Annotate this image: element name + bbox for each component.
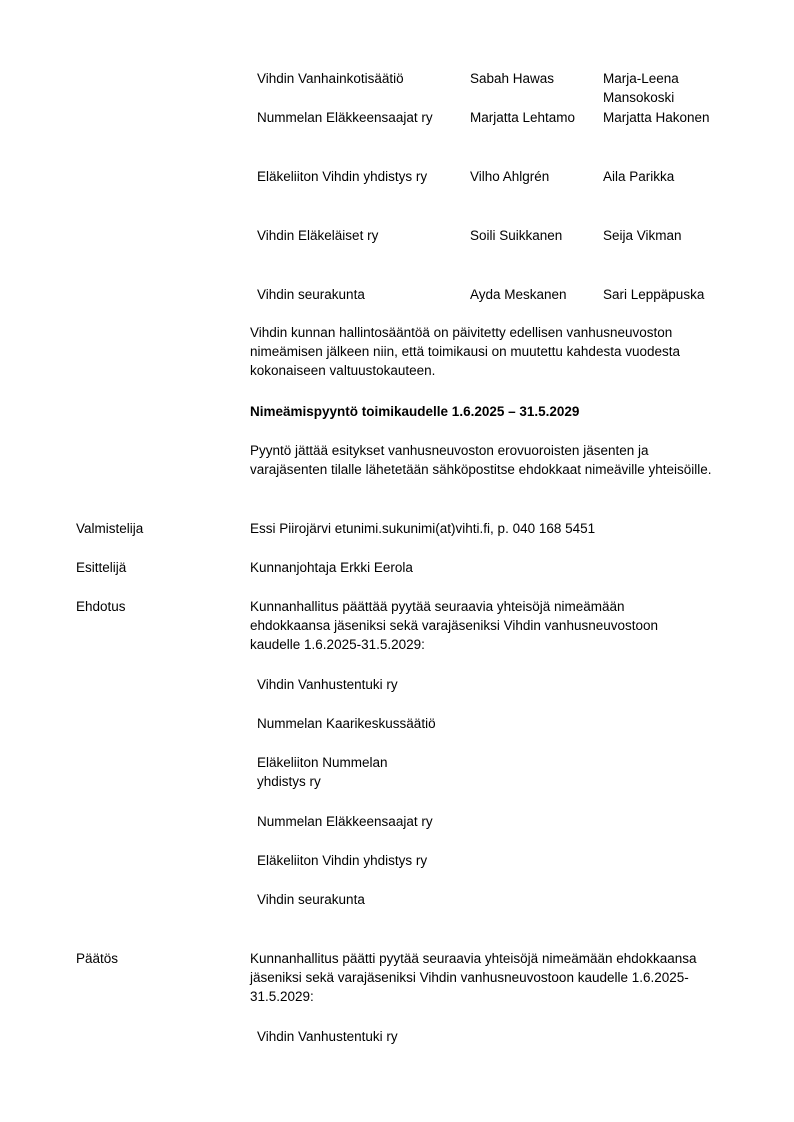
table-row-member: Ayda Meskanen bbox=[470, 287, 567, 302]
table-row-member: Soili Suikkanen bbox=[470, 228, 563, 243]
table-row-org: Vihdin Eläkeläiset ry bbox=[257, 228, 379, 243]
proposal-label: Ehdotus bbox=[76, 599, 126, 614]
decision-text: Kunnanhallitus päätti pyytää seuraavia yhteisöjä nimeämään ehdokkaansa jäseniksi sekä varajäseniksi Vihdin vanhusneuvostoon kaudelle 1.6.2025-31.5.2029: bbox=[250, 951, 697, 1004]
table-row-deputy: Seija Vikman bbox=[603, 228, 682, 243]
presenter-label: Esittelijä bbox=[76, 560, 127, 575]
table-row-deputy: Marja-Leena Mansokoski bbox=[603, 71, 679, 105]
proposal-text: Kunnanhallitus päättää pyytää seuraavia yhteisöjä nimeämään ehdokkaansa jäseniksi sekä varajäseniksi Vihdin vanhusneuvostoon kaudelle 1.6.2025-31.5.2029: bbox=[250, 599, 659, 652]
table-row-member: Sabah Hawas bbox=[470, 71, 555, 86]
list-item: Vihdin seurakunta bbox=[257, 892, 365, 907]
table-row-org: Vihdin Vanhainkotisäätiö bbox=[257, 71, 404, 86]
request-heading: Nimeämispyyntö toimikaudelle 1.6.2025 – 31.5.2029 bbox=[250, 404, 580, 419]
list-item: Vihdin Vanhustentuki ry bbox=[257, 1029, 398, 1044]
list-item: Eläkeliiton Vihdin yhdistys ry bbox=[257, 853, 428, 868]
preparer-value: Essi Piirojärvi etunimi.sukunimi(at)vihti.fi, p. 040 168 5451 bbox=[250, 521, 596, 536]
list-item: Vihdin Vanhustentuki ry bbox=[257, 677, 398, 692]
decision-label: Päätös bbox=[76, 951, 119, 966]
table-row-org: Eläkeliiton Vihdin yhdistys ry bbox=[257, 169, 428, 184]
intro-paragraph: Vihdin kunnan hallintosääntöä on päivitetty edellisen vanhusneuvoston nimeämisen jälkeen niin, että toimikausi on muutettu kahdesta vuodesta kokonaiseen valtuustokauteen. bbox=[250, 325, 680, 378]
table-row-member: Marjatta Lehtamo bbox=[470, 110, 576, 125]
list-item: Nummelan Eläkkeensaajat ry bbox=[257, 814, 433, 829]
table-row-org: Vihdin seurakunta bbox=[257, 287, 365, 302]
table-row-deputy: Sari Leppäpuska bbox=[603, 287, 705, 302]
table-row-deputy: Marjatta Hakonen bbox=[603, 110, 710, 125]
preparer-label: Valmistelija bbox=[76, 521, 144, 536]
table-row-org: Nummelan Eläkkeensaajat ry bbox=[257, 110, 433, 125]
request-paragraph: Pyyntö jättää esitykset vanhusneuvoston erovuoroisten jäsenten ja varajäsenten tilalle lähetetään sähköpostitse ehdokkaat nimeäville yhteisöille. bbox=[250, 443, 712, 477]
list-item: Eläkeliiton Nummelan yhdistys ry bbox=[257, 755, 388, 789]
table-row-deputy: Aila Parikka bbox=[603, 169, 675, 184]
presenter-value: Kunnanjohtaja Erkki Eerola bbox=[250, 560, 413, 575]
list-item: Nummelan Kaarikeskussäätiö bbox=[257, 716, 436, 731]
table-row-member: Vilho Ahlgrén bbox=[470, 169, 550, 184]
